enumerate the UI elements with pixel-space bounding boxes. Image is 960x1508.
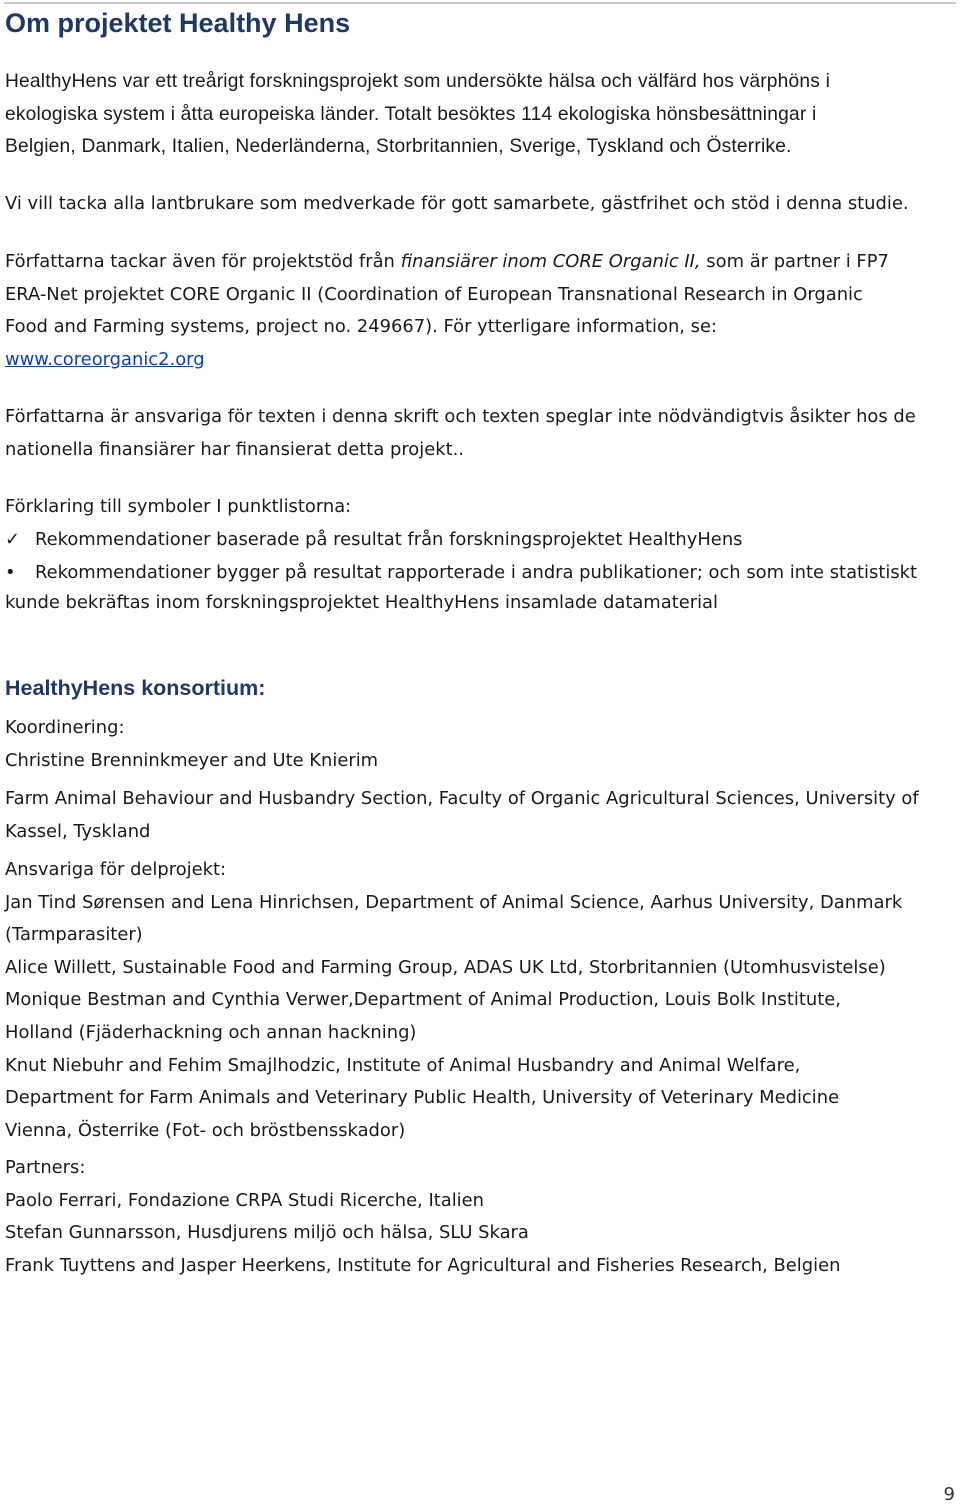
legend-bullet-text-2: kunde bekräftas inom forskningsprojektet HealthyHens insamlade datamaterial xyxy=(5,592,718,613)
coordination-label: Koordinering: xyxy=(5,717,125,738)
subproject-line: Department for Farm Animals and Veterinary Public Health, University of Veterinary Medicine xyxy=(5,1087,840,1109)
subproject-label: Ansvariga för delprojekt: xyxy=(5,859,227,880)
subproject-block xyxy=(5,854,955,1147)
bullet-icon: • xyxy=(5,562,16,583)
page-title: Om projektet Healthy Hens xyxy=(5,8,351,38)
coordination-block xyxy=(5,712,955,777)
coreorganic-link[interactable]: www.coreorganic2.org xyxy=(5,348,205,370)
funding-text: som är partner i FP7 xyxy=(700,251,889,272)
partner-line: Paolo Ferrari, Fondazione CRPA Studi Ricerche, Italien xyxy=(5,1189,484,1211)
funding-line-2: ERA-Net projektet CORE Organic II (Coordination of European Transnational Research in Organic xyxy=(5,283,863,305)
coordination-affiliation xyxy=(5,783,955,848)
consortium-heading: HealthyHens konsortium: xyxy=(5,676,266,700)
disclaimer-paragraph xyxy=(5,401,955,466)
page-number: 9 xyxy=(943,1484,955,1505)
legend-title-text: Förklaring till symboler I punktlistorna: xyxy=(5,496,352,517)
legend-check-item xyxy=(5,524,955,556)
affiliation-line: Kassel, Tyskland xyxy=(5,820,151,842)
subproject-line: Alice Willett, Sustainable Food and Farming Group, ADAS UK Ltd, Storbritannien (Utomhusvistelse) xyxy=(5,956,886,978)
thanks-text: Vi vill tacka alla lantbrukare som medverkade för gott samarbete, gästfrihet och stöd i denna studie. xyxy=(5,193,909,214)
disclaimer-line: Författarna är ansvariga för texten i denna skrift och texten speglar inte nödvändigtvis åsikter hos de xyxy=(5,406,916,427)
coordination-names: Christine Brenninkmeyer and Ute Knierim xyxy=(5,749,379,771)
legend-bullet-item xyxy=(5,558,955,588)
subproject-line: Monique Bestman and Cynthia Verwer,Department of Animal Production, Louis Bolk Institute, xyxy=(5,989,841,1011)
partners-block xyxy=(5,1152,955,1282)
legend-bullet-text: Rekommendationer bygger på resultat rapporterade i andra publikationer; och som inte statistiskt xyxy=(35,562,918,583)
legend-title xyxy=(5,491,955,524)
funding-line-3: Food and Farming systems, project no. 249667). För ytterligare information, se: xyxy=(5,316,718,338)
disclaimer-line: nationella finansiärer har finansierat detta projekt.. xyxy=(5,438,464,460)
subproject-line: Jan Tind Sørensen and Lena Hinrichsen, Department of Animal Science, Aarhus University, Danmark xyxy=(5,891,903,913)
checkmark-icon: ✓ xyxy=(5,529,20,550)
funding-paragraph xyxy=(5,246,955,376)
funding-text: Författarna tackar även för projektstöd från xyxy=(5,251,401,272)
top-rule xyxy=(4,2,956,4)
funding-italic: finansiärer inom CORE Organic II, xyxy=(400,251,701,272)
subproject-line: Vienna, Österrike (Fot- och bröstbensskador) xyxy=(5,1119,406,1141)
partner-line: Frank Tuyttens and Jasper Heerkens, Institute for Agricultural and Fisheries Research, Belgien xyxy=(5,1254,841,1276)
partners-label: Partners: xyxy=(5,1157,86,1178)
partner-line: Stefan Gunnarsson, Husdjurens miljö och hälsa, SLU Skara xyxy=(5,1222,529,1244)
affiliation-line: Farm Animal Behaviour and Husbandry Section, Faculty of Organic Agricultural Sciences, University of xyxy=(5,788,919,809)
subproject-line: Knut Niebuhr and Fehim Smajlhodzic, Institute of Animal Husbandry and Animal Welfare, xyxy=(5,1054,801,1076)
funding-line-1 xyxy=(5,246,955,279)
subproject-line: Holland (Fjäderhackning och annan hackning) xyxy=(5,1021,417,1043)
thanks-paragraph xyxy=(5,188,955,221)
intro-paragraph xyxy=(5,66,955,164)
intro-line: Belgien, Danmark, Italien, Nederländerna, Storbritannien, Sverige, Tyskland och Österrike. xyxy=(5,136,792,158)
subproject-line: (Tarmparasiter) xyxy=(5,924,143,946)
intro-line: HealthyHens var ett treårigt forskningsprojekt som undersökte hälsa och välfärd hos värphöns i xyxy=(5,71,831,92)
legend-check-text: Rekommendationer baserade på resultat från forskningsprojektet HealthyHens xyxy=(35,529,743,550)
intro-line: ekologiska system i åtta europeiska länder. Totalt besöktes 114 ekologiska hönsbesättningar i xyxy=(5,103,817,125)
legend-bullet-continuation xyxy=(5,588,955,618)
